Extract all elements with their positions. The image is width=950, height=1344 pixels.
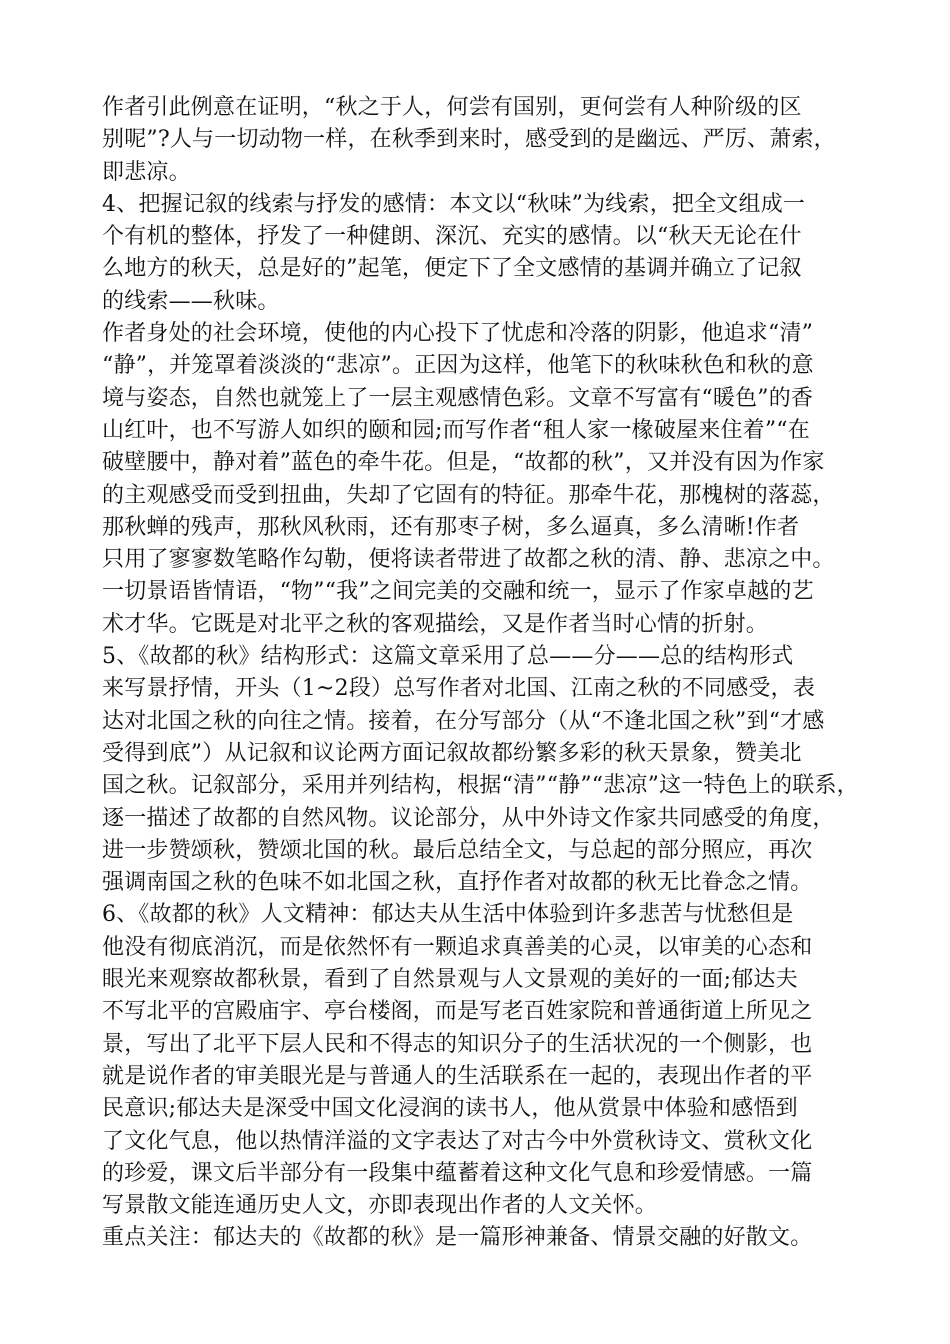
text-line: 作者身处的社会环境，使他的内心投下了忧虑和冷落的阴影，他追求“清” [102, 321, 814, 347]
text-line: 国之秋。记叙部分，采用并列结构，根据“清”“静”“悲凉”这一特色上的联系， [102, 773, 859, 799]
text-line: 5、《故都的秋》结构形式：这篇文章采用了总——分——总的结构形式 [102, 644, 794, 670]
text-line: 受得到底”）从记叙和议论两方面记叙故都纷繁多彩的秋天景象，赞美北 [102, 740, 802, 766]
text-line: 逐一描述了故都的自然风物。议论部分，从中外诗文作家共同感受的角度， [102, 805, 835, 831]
text-line: 6、《故都的秋》人文精神：郁达夫从生活中体验到许多悲苦与忧愁但是 [102, 902, 794, 928]
text-line: 的线索——秋味。 [102, 288, 280, 314]
text-line: 么地方的秋天，总是好的”起笔，便定下了全文感情的基调并确立了记叙 [102, 256, 802, 282]
text-line: 不写北平的宫殿庙宇、亭台楼阁，而是写老百姓家院和普通街道上所见之 [102, 999, 813, 1025]
text-line: 的珍爱，课文后半部分有一段集中蕴蓄着这种文化气息和珍爱情感。一篇 [102, 1160, 813, 1186]
text-line: 进一步赞颂秋，赞颂北国的秋。最后总结全文，与总起的部分照应，再次 [102, 837, 813, 863]
text-line: “静”，并笼罩着淡淡的“悲凉”。正因为这样，他笔下的秋味秋色和秋的意 [102, 353, 814, 379]
text-line: 个有机的整体，抒发了一种健朗、深沉、充实的感情。以“秋天无论在什 [102, 224, 802, 250]
text-line: 写景散文能连通历史人文，亦即表现出作者的人文关怀。 [102, 1193, 658, 1219]
text-line: 景，写出了北平下层人民和不得志的知识分子的生活状况的一个侧影，也 [102, 1031, 813, 1057]
text-line: 作者引此例意在证明，“秋之于人，何尝有国别，更何尝有人种阶级的区 [102, 95, 802, 120]
text-line: 眼光来观察故都秋景，看到了自然景观与人文景观的美好的一面;郁达夫 [102, 967, 798, 993]
text-line: 境与姿态，自然也就笼上了一层主观感情色彩。文章不写富有“暖色”的香 [102, 385, 814, 411]
text-line: 破壁腰中，静对着”蓝色的牵牛花。但是，“故都的秋”，又并没有因为作家 [102, 450, 825, 476]
text-line: 重点关注：郁达夫的《故都的秋》是一篇形神兼备、情景交融的好散文。 [102, 1225, 813, 1251]
text-line: 山红叶，也不写游人如织的颐和园;而写作者“租人家一椽破屋来住着”“在 [102, 417, 810, 443]
text-line: 了文化气息，他以热情洋溢的文字表达了对古今中外赏秋诗文、赏秋文化 [102, 1128, 813, 1154]
text-line: 别呢”?人与一切动物一样，在秋季到来时，感受到的是幽远、严厉、萧索， [102, 127, 836, 153]
text-line: 一切景语皆情语，“物”“我”之间完美的交融和统一，显示了作家卓越的艺 [102, 579, 814, 605]
text-line: 强调南国之秋的色味不如北国之秋，直抒作者对故都的秋无比眷念之情。 [102, 870, 813, 896]
text-line: 来写景抒情，开头（1~2段）总写作者对北国、江南之秋的不同感受，表 [102, 676, 816, 702]
body-text [102, 92, 872, 1255]
text-line: 的主观感受而受到扭曲，失却了它固有的特征。那牵牛花，那槐树的落蕊， [102, 482, 835, 508]
text-line: 达对北国之秋的向往之情。接着，在分写部分（从“不逢北国之秋”到“才感 [102, 708, 825, 734]
text-line: 即悲凉。 [102, 159, 191, 185]
text-line: 民意识;郁达夫是深受中国文化浸润的读书人，他从赏景中体验和感悟到 [102, 1096, 798, 1122]
text-line: 术才华。它既是对北平之秋的客观描绘，又是作者当时心情的折射。 [102, 611, 769, 637]
text-line: 那秋蝉的残声，那秋风秋雨，还有那枣子树，多么逼真，多么清晰!作者 [102, 514, 800, 540]
text-line: 就是说作者的审美眼光是与普通人的生活联系在一起的，表现出作者的平 [102, 1063, 813, 1089]
text-line: 只用了寥寥数笔略作勾勒，便将读者带进了故都之秋的清、静、悲凉之中。 [102, 547, 835, 573]
text-line: 4、把握记叙的线索与抒发的感情：本文以“秋味”为线索，把全文组成一 [102, 191, 806, 217]
text-line: 他没有彻底消沉，而是依然怀有一颗追求真善美的心灵，以审美的心态和 [102, 934, 813, 960]
